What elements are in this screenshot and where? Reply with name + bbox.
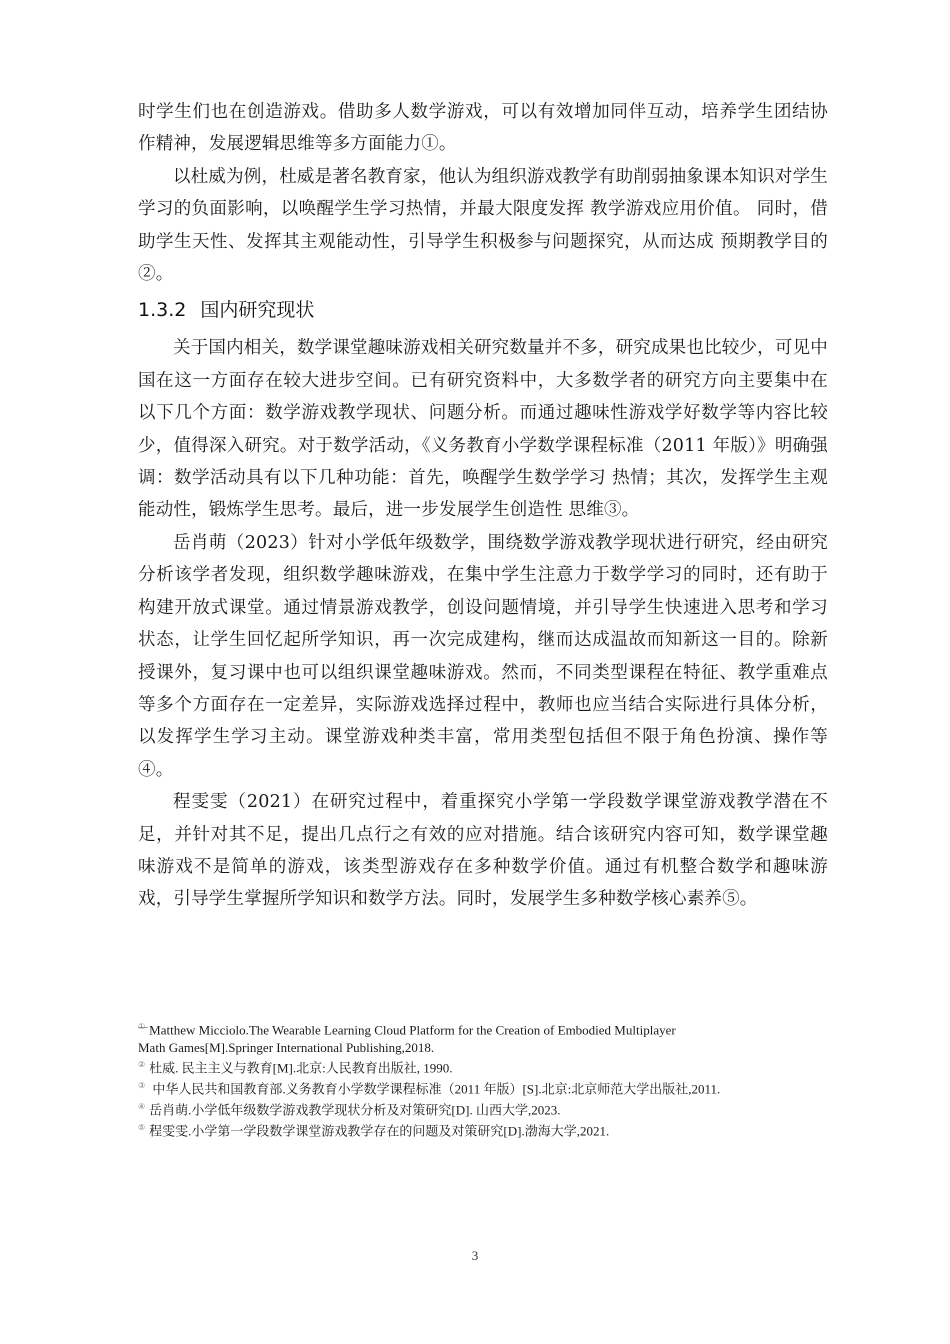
page-number: 3 bbox=[471, 1248, 479, 1263]
footnote-marker: ② bbox=[138, 1060, 146, 1070]
footnotes bbox=[138, 1018, 828, 1140]
section-heading bbox=[138, 292, 828, 328]
paragraph-4: 岳肖萌（2023）针对小学低年级数学，围绕数学游戏教学现状进行研究，经由研究分析该学者发现，组织数学趣味游戏，在集中学生注意力于数学学习的同时，还有助于构建开放式课堂。通过情景游戏教学，创设问题情境，并引导学生快速进入思考和学习状态，让学生回忆起所学知识，再一次完成建构，继而达成温故而知新这一目的。除新授课外，复习课中也可以组织课堂趣味游戏。然而，不同类型课程在特征、教学重难点等多个方面存在一定差异，实际游戏选择过程中，教师也应当结合实际进行具体分析，以发挥学生学习主动。课堂游戏种类丰富，常用类型包括但不限于角色扮演、操作等④。 bbox=[138, 532, 828, 780]
footnote-2 bbox=[138, 1056, 828, 1077]
footnote-5 bbox=[138, 1119, 828, 1140]
paragraph-1: 时学生们也在创造游戏。借助多人数学游戏，可以有效增加同伴互动，培养学生团结协作精神，发展逻辑思维等多方面能力①。 bbox=[138, 102, 828, 155]
footnote-text: 岳肖萌.小学低年级数学游戏教学现状分析及对策研究[D]. 山西大学,2023. bbox=[149, 1102, 561, 1118]
footnote-text-continued: Math Games[M].Springer International Publishing,2018. bbox=[138, 1039, 435, 1055]
paragraph-3: 关于国内相关，数学课堂趣味游戏相关研究数量并不多，研究成果也比较少，可见中国在这一方面存在较大进步空间。已有研究资料中，大多数学者的研究方向主要集中在以下几个方面：数学游戏教学现状、问题分析。而通过趣味性游戏学好数学等内容比较少，值得深入研究。对于数学活动，《义务教育小学数学课程标准（2011 年版）》明确强调：数学活动具有以下几种功能：首先，唤醒学生数学学习 热情；其次，发挥学生主观能动性，锻炼学生思考。最后，进一步发展学生创造性 思维③。 bbox=[138, 338, 828, 521]
footnote-marker: ④ bbox=[138, 1101, 146, 1111]
section-title: 国内研究现状 bbox=[200, 299, 315, 322]
footnote-4 bbox=[138, 1098, 828, 1119]
footnote-marker: ① bbox=[138, 1022, 146, 1031]
paragraph-5: 程雯雯（2021）在研究过程中，着重探究小学第一学段数学课堂游戏教学潜在不足，并针对其不足，提出几点行之有效的应对措施。结合该研究内容可知，数学课堂趣味游戏不是简单的游戏，该类型游戏存在多种数学价值。通过有机整合数学和趣味游戏，引导学生掌握所学知识和数学方法。同时，发展学生多种数学核心素养⑤。 bbox=[138, 792, 828, 910]
footnote-marker: ③ bbox=[138, 1081, 146, 1091]
footnote-text: Matthew Micciolo.The Wearable Learning Cloud Platform for the Creation of Embodied Multiplayer bbox=[149, 1022, 676, 1038]
footnote-1 bbox=[138, 1018, 828, 1056]
paragraph-2: 以杜威为例，杜威是著名教育家，他认为组织游戏教学有助削弱抽象课本知识对学生学习的负面影响，以唤醒学生学习热情，并最大限度发挥 教学游戏应用价值。 同时，借助学生天性、发挥其主观能动性，引导学生积极参与问题探究，从而达成 预期教学目的②。 bbox=[138, 166, 828, 285]
footnote-marker: ⑤ bbox=[138, 1122, 146, 1132]
section-number: 1.3.2 bbox=[138, 299, 187, 322]
footnote-3 bbox=[138, 1077, 828, 1098]
footnote-text: 中华人民共和国教育部.义务教育小学数学课程标准（2011 年版）[S].北京:北京师范大学出版社,2011. bbox=[149, 1081, 721, 1097]
main-text bbox=[138, 96, 828, 916]
footnote-text: 杜威. 民主主义与教育[M].北京:人民教育出版社, 1990. bbox=[149, 1060, 453, 1076]
footnote-text: 程雯雯.小学第一学段数学课堂游戏教学存在的问题及对策研究[D].渤海大学,2021. bbox=[149, 1123, 610, 1139]
